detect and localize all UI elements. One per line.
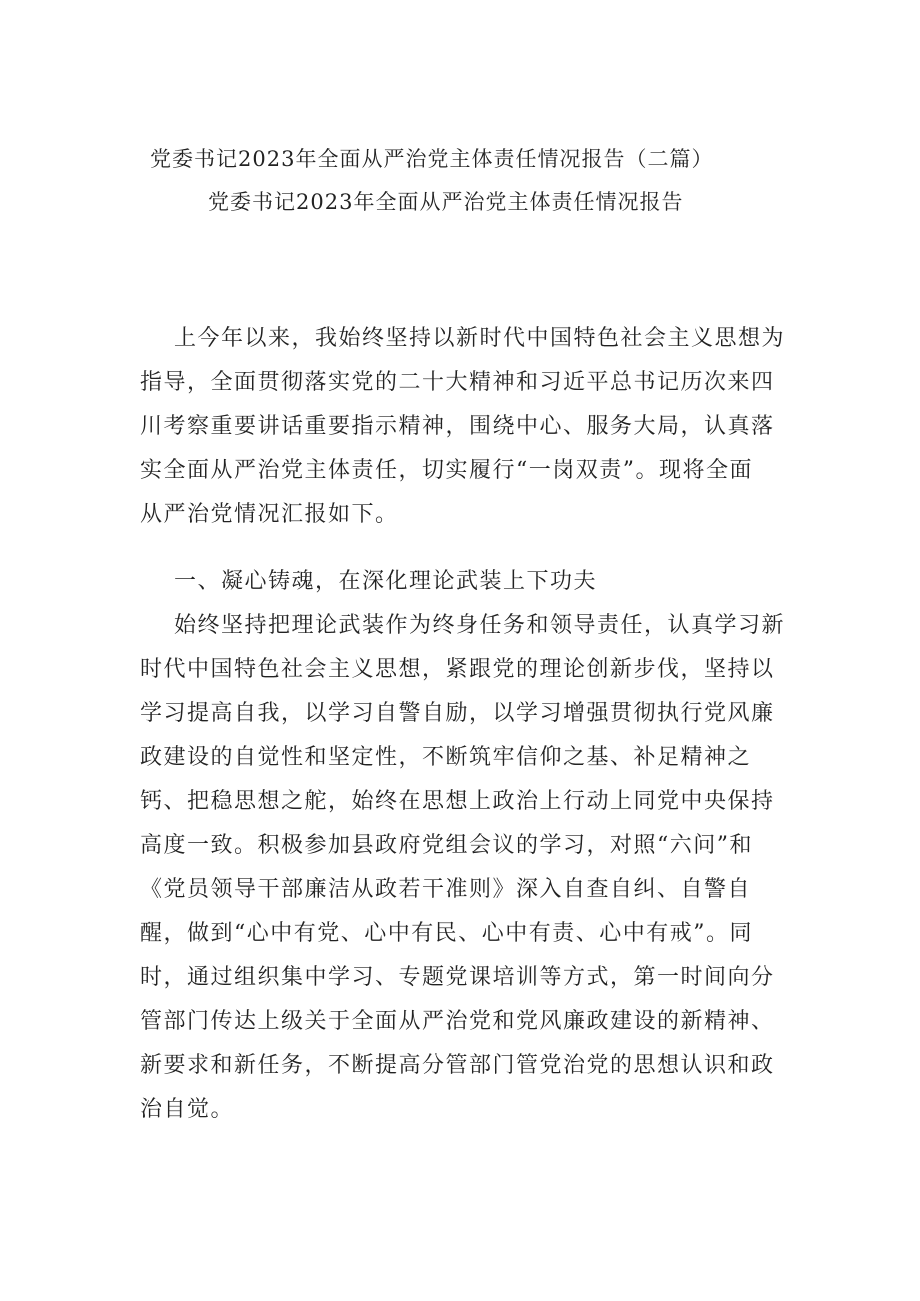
- paragraph-line: 《党员领导干部廉洁从政若干准则》深入自查自纠、自警自: [140, 877, 752, 902]
- paragraph-section-1: [140, 604, 786, 1132]
- paragraph-line: 醒，做到“心中有党、心中有民、心中有责、心中有戒”。同: [140, 921, 753, 946]
- document-subtitle: 党委书记2023年全面从严治党主体责任情况报告: [208, 190, 684, 214]
- paragraph-line: 从严治党情况汇报如下。: [140, 502, 399, 527]
- paragraph-line: 上今年以来，我始终坚持以新时代中国特色社会主义思想为: [174, 326, 786, 351]
- paragraph-line: 川考察重要讲话重要指示精神，围绕中心、服务大局，认真落: [140, 414, 775, 439]
- paragraph-line: 高度一致。积极参加县政府党组会议的学习，对照“六问”和: [140, 833, 753, 858]
- section-heading: [140, 560, 780, 604]
- paragraph-line: 治自觉。: [140, 1097, 235, 1122]
- paragraph-line: 新要求和新任务，不断提高分管部门管党治党的思想认识和政: [140, 1053, 775, 1078]
- paragraph-line: 实全面从严治党主体责任，切实履行“一岗双责”。现将全面: [140, 458, 753, 483]
- paragraph-line: 指导，全面贯彻落实党的二十大精神和习近平总书记历次来四: [140, 370, 775, 395]
- paragraph-line: 学习提高自我，以学习自警自励，以学习增强贯彻执行党风廉: [140, 701, 775, 726]
- paragraph-line: 时，通过组织集中学习、专题党课培训等方式，第一时间向分: [140, 965, 775, 990]
- paragraph-line: 管部门传达上级关于全面从严治党和党风廉政建设的新精神、: [140, 1009, 775, 1034]
- paragraph-intro: [140, 317, 786, 537]
- paragraph-line: 政建设的自觉性和坚定性，不断筑牢信仰之基、补足精神之: [140, 745, 752, 770]
- paragraph-line: 钙、把稳思想之舵，始终在思想上政治上行动上同党中央保持: [140, 789, 775, 814]
- paragraph-line: 始终坚持把理论武装作为终身任务和领导责任，认真学习新: [174, 613, 786, 638]
- document-title: 党委书记2023年全面从严治党主体责任情况报告（二篇）: [150, 147, 714, 171]
- paragraph-line: 时代中国特色社会主义思想，紧跟党的理论创新步伐，坚持以: [140, 657, 775, 682]
- section-heading-text: 一、凝心铸魂，在深化理论武装上下功夫: [174, 569, 598, 594]
